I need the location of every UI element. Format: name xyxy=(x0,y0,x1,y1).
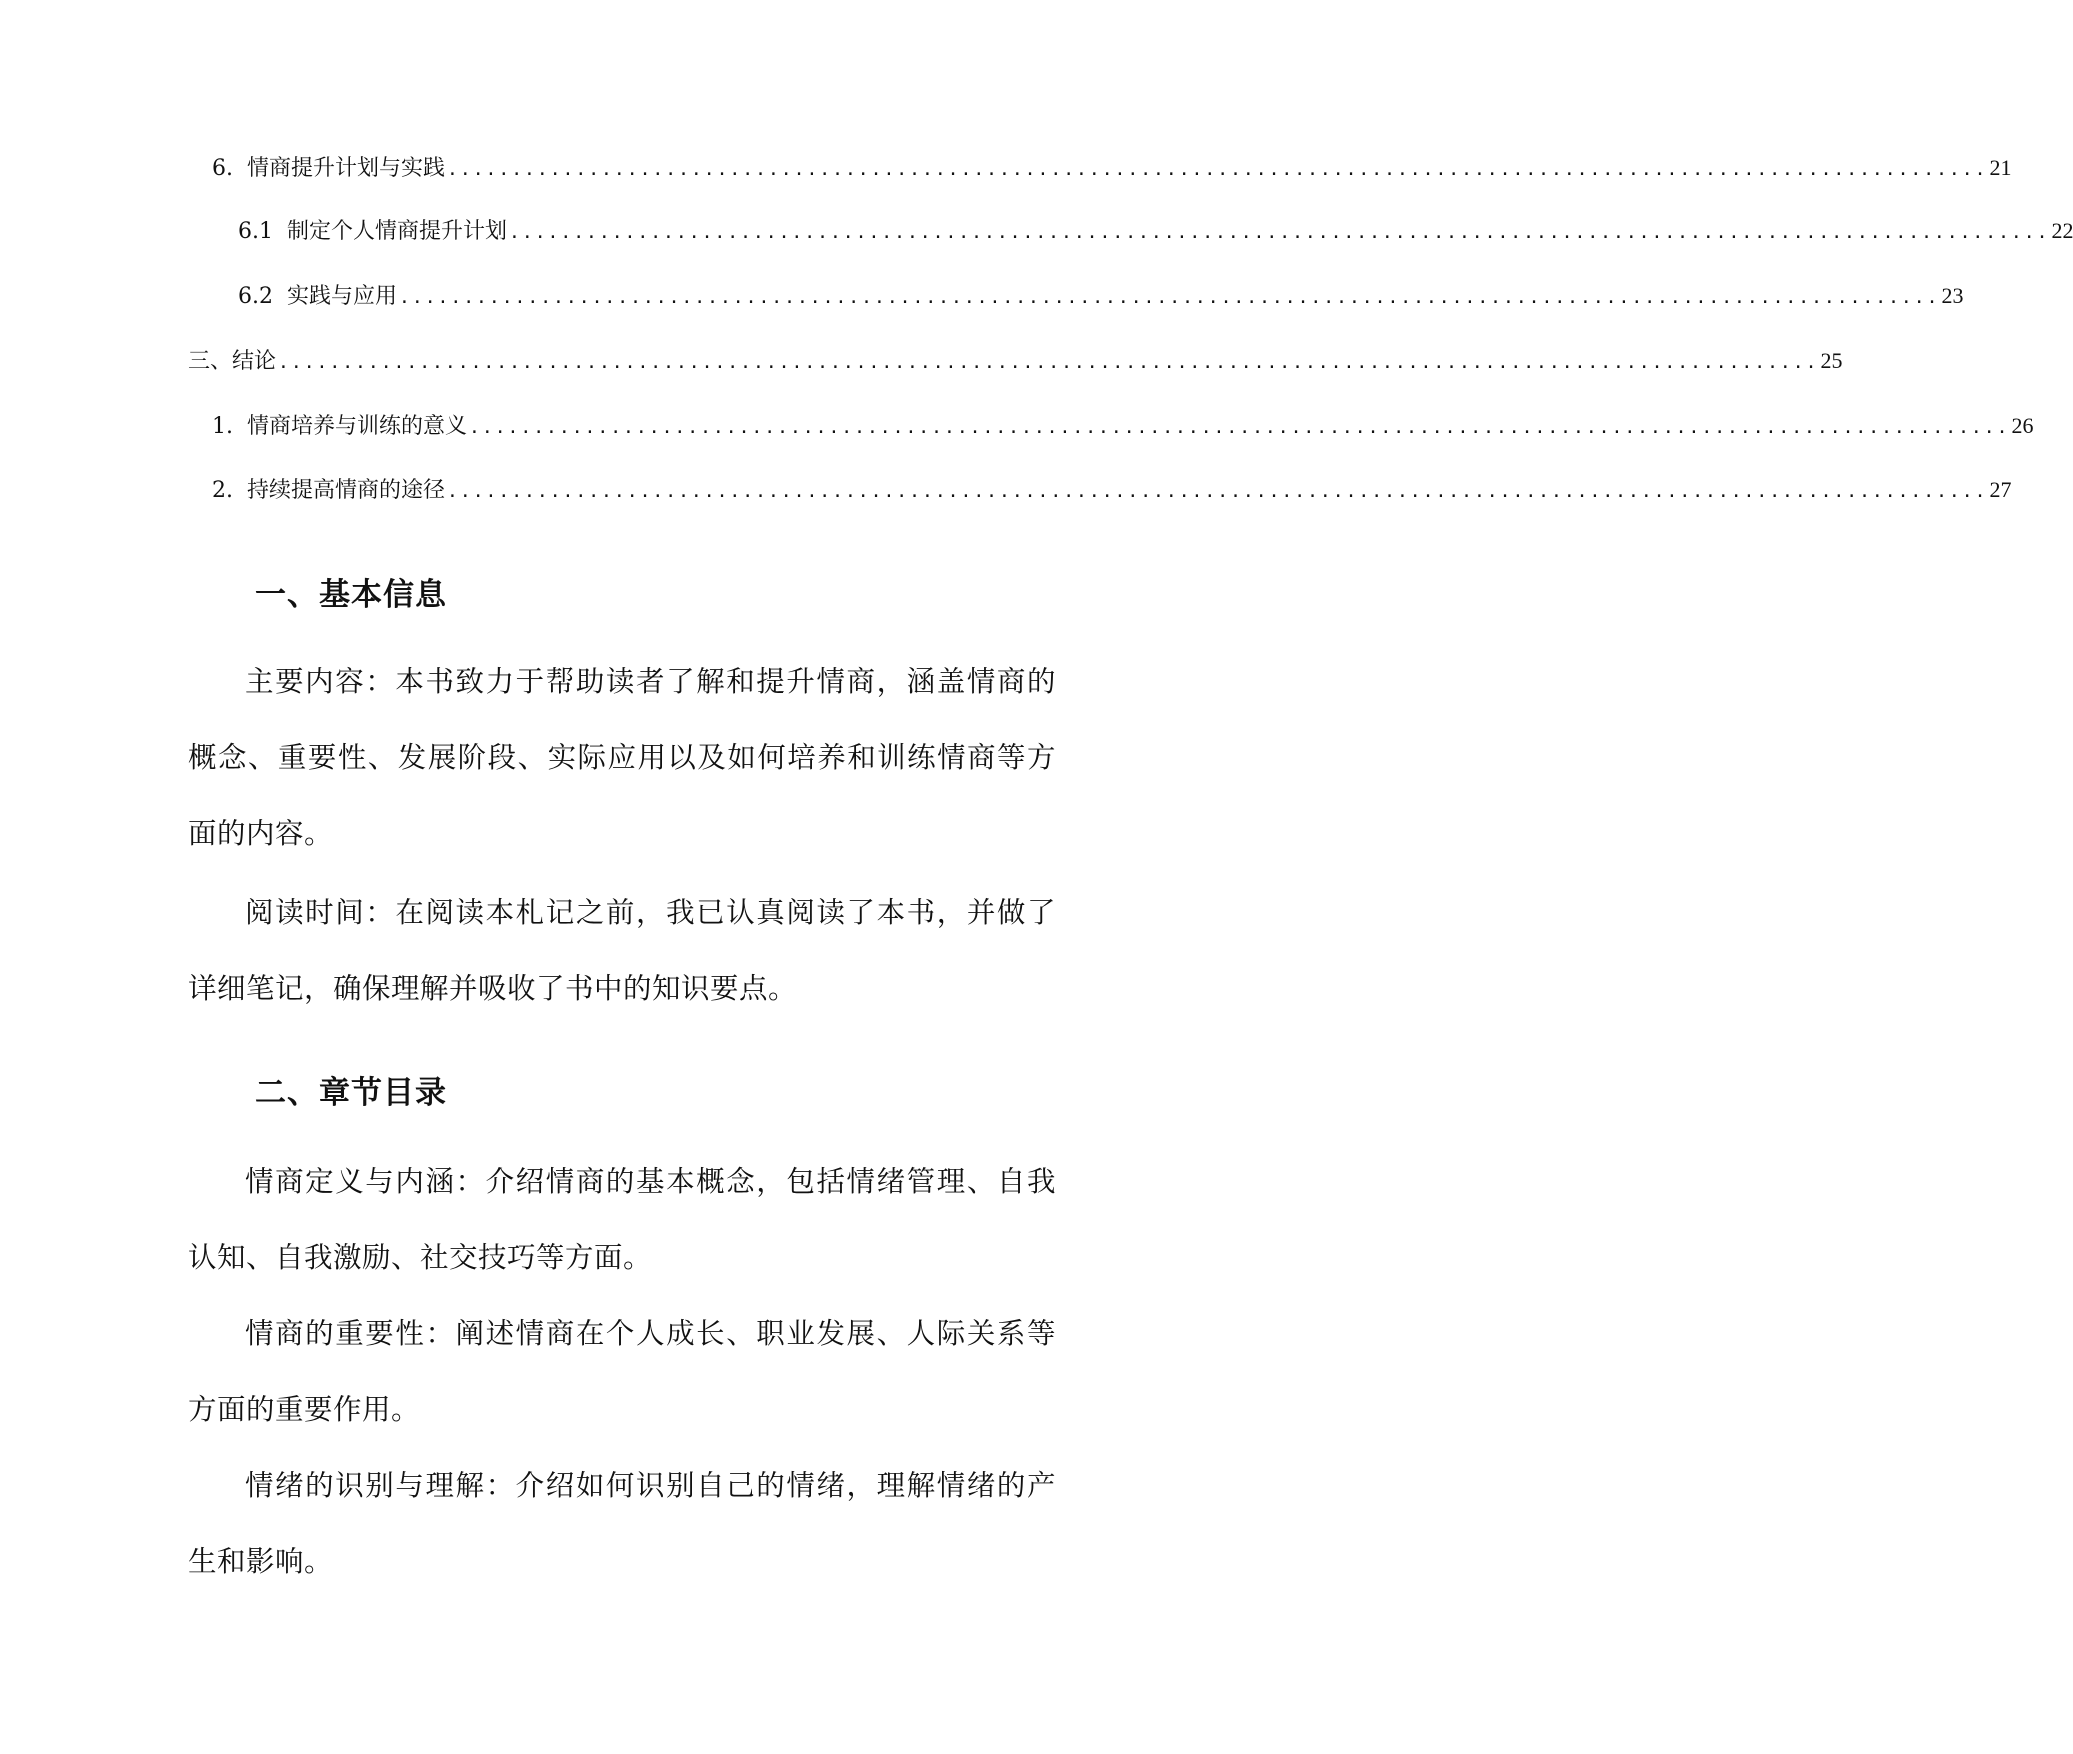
toc-entry-title: 实践与应用 xyxy=(287,284,398,309)
toc-entry-page: 23 xyxy=(1941,283,1964,308)
toc-entry[interactable] xyxy=(238,281,1964,311)
toc-entry-page: 27 xyxy=(1989,477,2012,502)
toc-leader-dots: ........................................................................................................................ xyxy=(278,352,1819,373)
toc-entry-number: 1. xyxy=(212,414,233,439)
section-heading: 一、基本信息 xyxy=(255,577,447,613)
toc-entry[interactable] xyxy=(212,153,2012,183)
toc-entry-title: 持续提高情商的途径 xyxy=(247,478,446,503)
toc-entry-title: 情商提升计划与实践 xyxy=(247,156,446,181)
toc-leader-dots: ........................................................................................................................ xyxy=(447,481,1988,502)
toc-entry[interactable] xyxy=(238,216,2073,246)
body-paragraph: 主要内容：本书致力于帮助读者了解和提升情商，涵盖情商的概念、重要性、发展阶段、实际应用以及如何培养和训练情商等方面的内容。 xyxy=(188,665,1056,850)
toc-entry-title: 情商培养与训练的意义 xyxy=(247,414,468,439)
toc-entry-page: 22 xyxy=(2051,218,2073,243)
toc-entry-number: 6.2 xyxy=(238,284,273,309)
body-paragraph: 情商的重要性：阐述情商在个人成长、职业发展、人际关系等方面的重要作用。 xyxy=(188,1317,1056,1426)
toc-entry-number: 2. xyxy=(212,478,233,503)
body-paragraph: 情绪的识别与理解：介绍如何识别自己的情绪，理解情绪的产生和影响。 xyxy=(188,1469,1056,1578)
toc-entry[interactable] xyxy=(212,411,2034,441)
section-heading: 二、章节目录 xyxy=(255,1075,447,1111)
toc-entry-title: 制定个人情商提升计划 xyxy=(287,219,508,244)
toc-entry[interactable] xyxy=(188,346,1843,376)
toc-entry-page: 26 xyxy=(2011,413,2034,438)
body-paragraph: 情商定义与内涵：介绍情商的基本概念，包括情绪管理、自我认知、自我激励、社交技巧等方面。 xyxy=(188,1165,1056,1274)
toc-entry[interactable] xyxy=(212,475,2012,505)
toc-leader-dots: ........................................................................................................................ xyxy=(509,222,2050,243)
toc-entry-page: 21 xyxy=(1989,155,2012,180)
toc-leader-dots: ........................................................................................................................ xyxy=(469,417,2010,438)
toc-entry-title: 三、结论 xyxy=(188,349,277,374)
body-paragraph: 阅读时间：在阅读本札记之前，我已认真阅读了本书，并做了详细笔记，确保理解并吸收了书中的知识要点。 xyxy=(188,896,1056,1005)
toc-leader-dots: ........................................................................................................................ xyxy=(447,159,1988,180)
toc-entry-page: 25 xyxy=(1820,348,1843,373)
toc-entry-number: 6. xyxy=(212,156,233,181)
toc-leader-dots: ........................................................................................................................ xyxy=(399,287,1940,308)
toc-entry-number: 6.1 xyxy=(238,219,273,244)
